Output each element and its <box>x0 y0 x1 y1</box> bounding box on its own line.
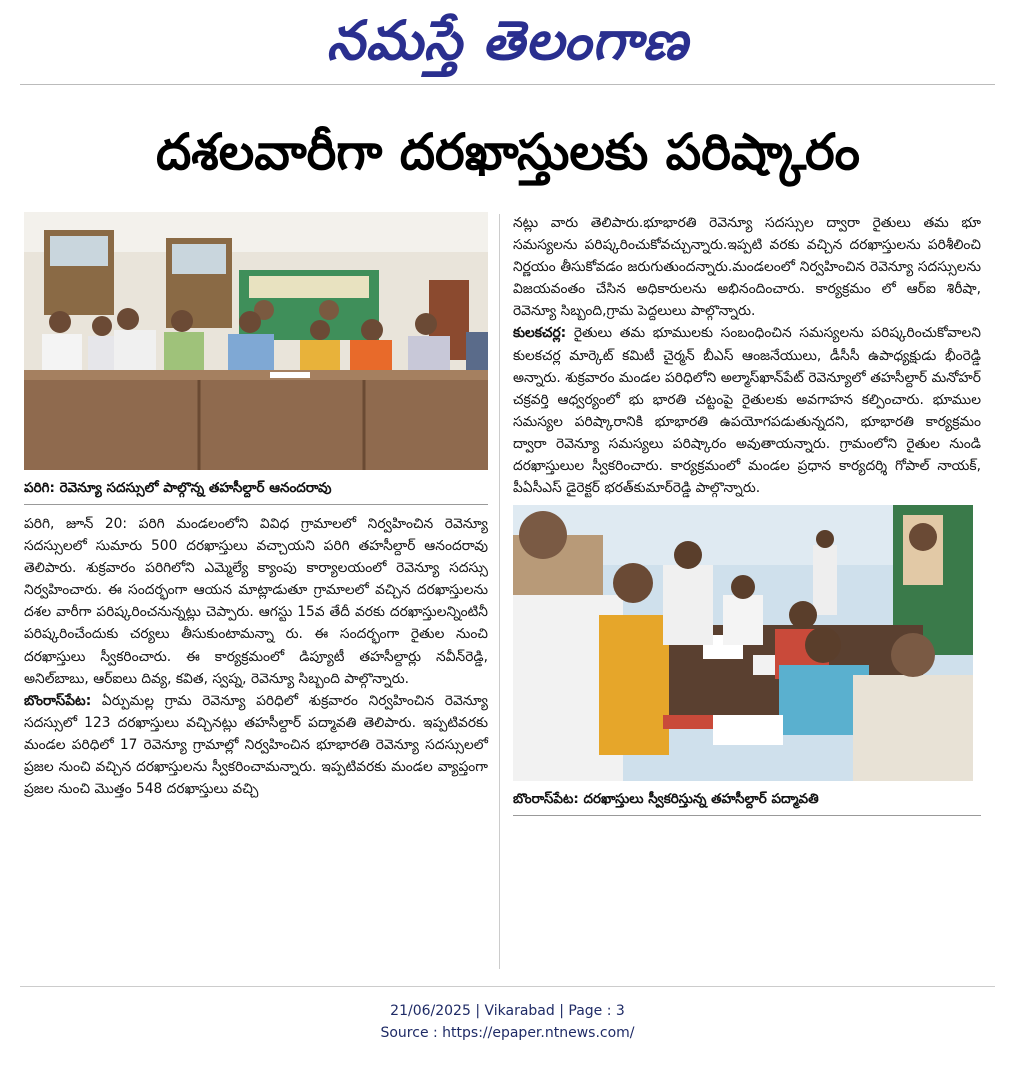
article-parigi-paragraph: పరిగి, జూన్ 20: పరిగి మండలంలోని వివిధ గ్రామాలలో నిర్వహించిన రెవెన్యూ సదస్సులలో సుమారు 500 దరఖాస్తులు వచ్చాయని పరిగి తహసీల్దార్ ఆనందరావు తెలిపారు. శుక్రవారం పరిగిలోని ఎమ్మెల్యే క్యాంపు కార్యాలయంలో రెవెన్యూ సదస్సు నిర్వహించారు. ఈ సందర్భంగా ఆయన మాట్లాడుతూ గ్రామాలలో వచ్చిన దరఖాస్తులను దశల వారీగా పరిష్కరించనున్నట్లు చెప్పారు. ఆగస్టు 15వ తేదీ వరకు దరఖాస్తులన్నింటినీ పరిష్కరించేందుకు చర్యలు తీసుకుంటామన్నా రు. ఈ సందర్భంగా రైతుల నుంచి దరఖాస్తులు స్వీకరించారు. ఈ కార్యక్రమంలో డిప్యూటీ తహసీల్దార్లు నవీన్‌రెడ్డి, అనిల్‌బాబు, ఆర్‌ఐలు దివ్య, కవిత, స్వప్న, రెవెన్యూ సిబ్బంది పాల్గొన్నారు. <box>24 516 488 687</box>
footer-source: Source : https://epaper.ntnews.com/ <box>380 1025 635 1041</box>
photo-caption-parigi: పరిగి: రెవెన్యూ సదస్సులో పాల్గొన్న తహసీల్దార్ ఆనందరావు <box>24 470 488 505</box>
footer-rule <box>20 986 995 987</box>
footer <box>0 1000 1015 1044</box>
photo-revenue-meeting <box>24 212 488 470</box>
headline: దశలవారీగా దరఖాస్తులకు పరిష్కారం <box>155 123 860 181</box>
article-continuation-paragraph: నట్లు వారు తెలిపారు.భూభారతి రెవెన్యూ సదస్సుల ద్వారా రైతులు తమ భూ సమస్యలను పరిష్కరించుకోవచ్చున్నారు.ఇప్పటి వరకు వచ్చిన దరఖాస్తులను పరిశీలించి నిర్ణయం తీసుకోవడం జరుగుతుందన్నారు.మండలంలో నిర్వహించిన రెవెన్యూ సదస్సులను విజయవంతం చేసిన అధికారులను అభినందించారు. కార్యక్రమం లో ఆర్‌ఐ శిరీషా, రెవెన్యూ సిబ్బంది,గ్రామ పెద్దలులు పాల్గొన్నారు. <box>513 215 981 320</box>
bomraspet-text: ఏర్పుమల్ల గ్రామ రెవెన్యూ పరిధిలో శుక్రవారం నిర్వహించిన రెవెన్యూ సదస్సులో 123 దరఖాస్తులు వచ్చినట్లు తహసీల్దార్ పద్మావతి తెలిపారు. ఇప్పటివరకు మండల పరిధిలో 17 రెవెన్యూ గ్రామాల్లో నిర్వహించిన భూభారతి రెవెన్యూ సదస్సులలో ప్రజల నుంచి వచ్చిన దరఖాస్తులను స్వీకరించామన్నారు. ఇప్పటివరకు మండల వ్యాప్తంగా ప్రజల నుంచి మొత్తం 548 దరఖాస్తులు వచ్చి <box>24 692 488 798</box>
photo-applications-received <box>513 505 973 781</box>
dateline-bomraspet: బొంరాస్‌పేట: <box>24 692 92 709</box>
column-divider <box>499 214 500 969</box>
kulkacharla-text: రైతులు తమ భూములకు సంబంధించిన సమస్యలను పరిష్కరించుకోవాలని కులకచర్ల మార్కెట్ కమిటీ చైర్మన్ బీఎస్ ఆంజనేయులు, డీసీసీ ఉపాధ్యక్షుడు భీంరెడ్డి అన్నారు. శుక్రవారం మండల పరిధిలోని అల్మాస్‌ఖాన్‌పేట్ రెవెన్యూలో తహసీల్దార్ మనోహర్ చక్రవర్తి ఆధ్వర్యంలో భు భారతి చట్టంపై రైతులకు అవగాహన కల్పించారు. భూముల సమస్యల పరిష్కారానికి భూభారతి ఉపయోగపడుతున్నదని, భూభారతి కార్యక్రమం ద్వారా రెవెన్యూ సమస్యలు పరిష్కారం అవుతాయన్నారు. గ్రామంలోని రైతుల నుండి దరఖాస్తులుల స్వీకరించారు. కార్యక్రమంలో మండల ప్రధాన కార్యదర్శి గోపాల్ నాయక్, పీఏసీఎస్ డైరెక్టర్ భరత్‌కుమార్‌రెడ్డి పాల్గొన్నారు. <box>513 325 981 497</box>
right-column <box>513 212 981 816</box>
article-bomraspet-paragraph <box>24 690 488 800</box>
left-column <box>24 212 488 800</box>
photo-revenue-meeting-illustration <box>24 212 488 470</box>
footer-date-edition: 21/06/2025 | Vikarabad | Page : 3 <box>390 1003 625 1019</box>
photo-applications-illustration <box>513 505 973 781</box>
article-kulkacharla-paragraph <box>513 322 981 499</box>
masthead-logo: నమస్తే తెలంగాణ <box>326 9 689 72</box>
photo-caption-bomraspet: బొంరాస్‌పేట: దరఖాస్తులు స్వీకరిస్తున్న తహసీల్దార్ పద్మావతి <box>513 781 981 816</box>
masthead-rule <box>20 84 995 85</box>
dateline-kulkacharla: కులకచర్ల: <box>513 325 567 342</box>
